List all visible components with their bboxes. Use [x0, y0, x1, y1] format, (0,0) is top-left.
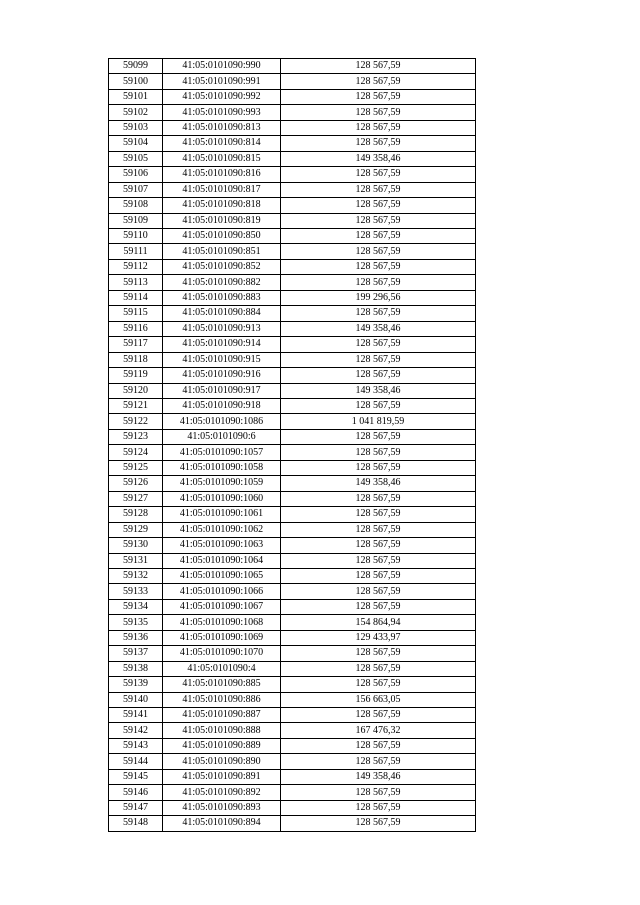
cadastral-value-cell: 129 433,97: [281, 630, 476, 645]
table-row: [109, 754, 476, 769]
cadastral-number-cell: 41:05:0101090:1061: [163, 507, 281, 522]
cadastral-value-cell: 128 567,59: [281, 661, 476, 676]
row-number-cell: 59102: [109, 105, 163, 120]
row-number-cell: 59126: [109, 476, 163, 491]
row-number-cell: 59121: [109, 398, 163, 413]
cadastral-number-cell: 41:05:0101090:1064: [163, 553, 281, 568]
cadastral-value-table: [108, 58, 476, 832]
cadastral-number-cell: 41:05:0101090:1062: [163, 522, 281, 537]
row-number-cell: 59131: [109, 553, 163, 568]
row-number-cell: 59143: [109, 738, 163, 753]
table-row: [109, 630, 476, 645]
cadastral-value-cell: 128 567,59: [281, 89, 476, 104]
cadastral-number-cell: 41:05:0101090:891: [163, 769, 281, 784]
row-number-cell: 59130: [109, 538, 163, 553]
table-row: [109, 213, 476, 228]
table-row: [109, 383, 476, 398]
table-row: [109, 414, 476, 429]
table-row: [109, 599, 476, 614]
cadastral-number-cell: 41:05:0101090:888: [163, 723, 281, 738]
row-number-cell: 59135: [109, 615, 163, 630]
cadastral-number-cell: 41:05:0101090:852: [163, 259, 281, 274]
cadastral-number-cell: 41:05:0101090:893: [163, 800, 281, 815]
table-row: [109, 785, 476, 800]
cadastral-value-cell: 149 358,46: [281, 383, 476, 398]
row-number-cell: 59114: [109, 290, 163, 305]
cadastral-value-cell: 128 567,59: [281, 522, 476, 537]
table-row: [109, 677, 476, 692]
cadastral-value-cell: 128 567,59: [281, 368, 476, 383]
cadastral-value-cell: 149 358,46: [281, 321, 476, 336]
cadastral-number-cell: 41:05:0101090:915: [163, 352, 281, 367]
cadastral-number-cell: 41:05:0101090:1065: [163, 568, 281, 583]
cadastral-number-cell: 41:05:0101090:817: [163, 182, 281, 197]
cadastral-value-cell: 128 567,59: [281, 398, 476, 413]
row-number-cell: 59108: [109, 198, 163, 213]
cadastral-value-cell: 128 567,59: [281, 538, 476, 553]
table-row: [109, 74, 476, 89]
row-number-cell: 59137: [109, 646, 163, 661]
row-number-cell: 59140: [109, 692, 163, 707]
cadastral-value-cell: 154 864,94: [281, 615, 476, 630]
table-row: [109, 568, 476, 583]
row-number-cell: 59147: [109, 800, 163, 815]
table-row: [109, 429, 476, 444]
cadastral-number-cell: 41:05:0101090:1067: [163, 599, 281, 614]
table-row: [109, 89, 476, 104]
cadastral-number-cell: 41:05:0101090:918: [163, 398, 281, 413]
cadastral-number-cell: 41:05:0101090:1057: [163, 445, 281, 460]
cadastral-number-cell: 41:05:0101090:885: [163, 677, 281, 692]
row-number-cell: 59110: [109, 228, 163, 243]
cadastral-number-cell: 41:05:0101090:894: [163, 816, 281, 831]
cadastral-number-cell: 41:05:0101090:1086: [163, 414, 281, 429]
table-row: [109, 522, 476, 537]
cadastral-value-cell: 128 567,59: [281, 275, 476, 290]
row-number-cell: 59141: [109, 708, 163, 723]
row-number-cell: 59101: [109, 89, 163, 104]
cadastral-number-cell: 41:05:0101090:993: [163, 105, 281, 120]
cadastral-value-cell: 128 567,59: [281, 816, 476, 831]
cadastral-value-cell: 167 476,32: [281, 723, 476, 738]
cadastral-number-cell: 41:05:0101090:884: [163, 306, 281, 321]
cadastral-value-cell: 128 567,59: [281, 259, 476, 274]
table-row: [109, 198, 476, 213]
cadastral-value-cell: 128 567,59: [281, 167, 476, 182]
cadastral-value-cell: 128 567,59: [281, 74, 476, 89]
cadastral-number-cell: 41:05:0101090:6: [163, 429, 281, 444]
row-number-cell: 59118: [109, 352, 163, 367]
table-row: [109, 491, 476, 506]
row-number-cell: 59128: [109, 507, 163, 522]
table-row: [109, 228, 476, 243]
row-number-cell: 59139: [109, 677, 163, 692]
row-number-cell: 59105: [109, 151, 163, 166]
cadastral-number-cell: 41:05:0101090:882: [163, 275, 281, 290]
cadastral-number-cell: 41:05:0101090:1069: [163, 630, 281, 645]
cadastral-value-cell: 128 567,59: [281, 800, 476, 815]
row-number-cell: 59144: [109, 754, 163, 769]
cadastral-value-cell: 156 663,05: [281, 692, 476, 707]
table-row: [109, 445, 476, 460]
cadastral-value-cell: 128 567,59: [281, 198, 476, 213]
cadastral-value-cell: 128 567,59: [281, 646, 476, 661]
row-number-cell: 59109: [109, 213, 163, 228]
cadastral-number-cell: 41:05:0101090:887: [163, 708, 281, 723]
table-row: [109, 136, 476, 151]
cadastral-number-cell: 41:05:0101090:914: [163, 337, 281, 352]
table-row: [109, 151, 476, 166]
cadastral-number-cell: 41:05:0101090:1058: [163, 460, 281, 475]
cadastral-number-cell: 41:05:0101090:913: [163, 321, 281, 336]
row-number-cell: 59120: [109, 383, 163, 398]
cadastral-value-cell: 128 567,59: [281, 182, 476, 197]
cadastral-number-cell: 41:05:0101090:1070: [163, 646, 281, 661]
row-number-cell: 59115: [109, 306, 163, 321]
row-number-cell: 59123: [109, 429, 163, 444]
table-row: [109, 321, 476, 336]
cadastral-value-cell: 128 567,59: [281, 228, 476, 243]
row-number-cell: 59145: [109, 769, 163, 784]
table-row: [109, 646, 476, 661]
row-number-cell: 59104: [109, 136, 163, 151]
cadastral-number-cell: 41:05:0101090:890: [163, 754, 281, 769]
table-row: [109, 244, 476, 259]
table-row: [109, 182, 476, 197]
cadastral-number-cell: 41:05:0101090:851: [163, 244, 281, 259]
table-row: [109, 584, 476, 599]
cadastral-value-cell: 128 567,59: [281, 352, 476, 367]
table-row: [109, 460, 476, 475]
cadastral-number-cell: 41:05:0101090:883: [163, 290, 281, 305]
row-number-cell: 59124: [109, 445, 163, 460]
cadastral-value-cell: 128 567,59: [281, 785, 476, 800]
row-number-cell: 59125: [109, 460, 163, 475]
row-number-cell: 59111: [109, 244, 163, 259]
row-number-cell: 59100: [109, 74, 163, 89]
table-row: [109, 398, 476, 413]
cadastral-value-cell: 128 567,59: [281, 244, 476, 259]
cadastral-value-cell: 128 567,59: [281, 584, 476, 599]
table-body: [109, 59, 476, 832]
cadastral-value-cell: 149 358,46: [281, 769, 476, 784]
table-row: [109, 507, 476, 522]
cadastral-number-cell: 41:05:0101090:1063: [163, 538, 281, 553]
cadastral-value-cell: 128 567,59: [281, 507, 476, 522]
cadastral-number-cell: 41:05:0101090:917: [163, 383, 281, 398]
table-row: [109, 708, 476, 723]
row-number-cell: 59136: [109, 630, 163, 645]
cadastral-value-cell: 128 567,59: [281, 120, 476, 135]
table-row: [109, 738, 476, 753]
cadastral-number-cell: 41:05:0101090:4: [163, 661, 281, 676]
cadastral-value-cell: 149 358,46: [281, 476, 476, 491]
table-row: [109, 59, 476, 74]
table-row: [109, 476, 476, 491]
cadastral-value-cell: 128 567,59: [281, 136, 476, 151]
cadastral-number-cell: 41:05:0101090:886: [163, 692, 281, 707]
cadastral-number-cell: 41:05:0101090:991: [163, 74, 281, 89]
row-number-cell: 59134: [109, 599, 163, 614]
cadastral-value-cell: 128 567,59: [281, 754, 476, 769]
table-row: [109, 661, 476, 676]
cadastral-value-cell: 149 358,46: [281, 151, 476, 166]
row-number-cell: 59117: [109, 337, 163, 352]
table-row: [109, 800, 476, 815]
cadastral-value-cell: 128 567,59: [281, 460, 476, 475]
table-row: [109, 769, 476, 784]
row-number-cell: 59122: [109, 414, 163, 429]
table-row: [109, 692, 476, 707]
cadastral-value-cell: 128 567,59: [281, 568, 476, 583]
cadastral-value-cell: 128 567,59: [281, 708, 476, 723]
cadastral-value-cell: 1 041 819,59: [281, 414, 476, 429]
row-number-cell: 59127: [109, 491, 163, 506]
row-number-cell: 59142: [109, 723, 163, 738]
cadastral-number-cell: 41:05:0101090:850: [163, 228, 281, 243]
table-row: [109, 538, 476, 553]
cadastral-number-cell: 41:05:0101090:992: [163, 89, 281, 104]
cadastral-value-cell: 128 567,59: [281, 59, 476, 74]
table-row: [109, 723, 476, 738]
cadastral-value-cell: 128 567,59: [281, 105, 476, 120]
row-number-cell: 59148: [109, 816, 163, 831]
cadastral-number-cell: 41:05:0101090:819: [163, 213, 281, 228]
cadastral-value-cell: 128 567,59: [281, 337, 476, 352]
table-row: [109, 306, 476, 321]
table-row: [109, 290, 476, 305]
cadastral-value-cell: 128 567,59: [281, 445, 476, 460]
row-number-cell: 59129: [109, 522, 163, 537]
row-number-cell: 59116: [109, 321, 163, 336]
row-number-cell: 59119: [109, 368, 163, 383]
table-row: [109, 167, 476, 182]
row-number-cell: 59099: [109, 59, 163, 74]
row-number-cell: 59107: [109, 182, 163, 197]
cadastral-value-cell: 128 567,59: [281, 738, 476, 753]
cadastral-value-cell: 128 567,59: [281, 429, 476, 444]
row-number-cell: 59133: [109, 584, 163, 599]
cadastral-value-cell: 128 567,59: [281, 213, 476, 228]
row-number-cell: 59138: [109, 661, 163, 676]
table-row: [109, 337, 476, 352]
table-row: [109, 259, 476, 274]
cadastral-number-cell: 41:05:0101090:1059: [163, 476, 281, 491]
cadastral-number-cell: 41:05:0101090:814: [163, 136, 281, 151]
cadastral-value-cell: 128 567,59: [281, 306, 476, 321]
row-number-cell: 59146: [109, 785, 163, 800]
row-number-cell: 59106: [109, 167, 163, 182]
table-row: [109, 553, 476, 568]
cadastral-value-cell: 128 567,59: [281, 599, 476, 614]
cadastral-number-cell: 41:05:0101090:816: [163, 167, 281, 182]
table-row: [109, 275, 476, 290]
table-row: [109, 816, 476, 831]
cadastral-number-cell: 41:05:0101090:916: [163, 368, 281, 383]
cadastral-value-cell: 128 567,59: [281, 677, 476, 692]
table-row: [109, 105, 476, 120]
cadastral-number-cell: 41:05:0101090:892: [163, 785, 281, 800]
cadastral-value-cell: 128 567,59: [281, 553, 476, 568]
table-row: [109, 615, 476, 630]
cadastral-number-cell: 41:05:0101090:1068: [163, 615, 281, 630]
row-number-cell: 59112: [109, 259, 163, 274]
cadastral-number-cell: 41:05:0101090:990: [163, 59, 281, 74]
row-number-cell: 59113: [109, 275, 163, 290]
row-number-cell: 59103: [109, 120, 163, 135]
cadastral-number-cell: 41:05:0101090:1066: [163, 584, 281, 599]
cadastral-value-cell: 199 296,56: [281, 290, 476, 305]
cadastral-number-cell: 41:05:0101090:813: [163, 120, 281, 135]
table-row: [109, 368, 476, 383]
table-row: [109, 120, 476, 135]
cadastral-value-cell: 128 567,59: [281, 491, 476, 506]
cadastral-number-cell: 41:05:0101090:889: [163, 738, 281, 753]
table-row: [109, 352, 476, 367]
cadastral-number-cell: 41:05:0101090:815: [163, 151, 281, 166]
cadastral-number-cell: 41:05:0101090:1060: [163, 491, 281, 506]
cadastral-number-cell: 41:05:0101090:818: [163, 198, 281, 213]
row-number-cell: 59132: [109, 568, 163, 583]
